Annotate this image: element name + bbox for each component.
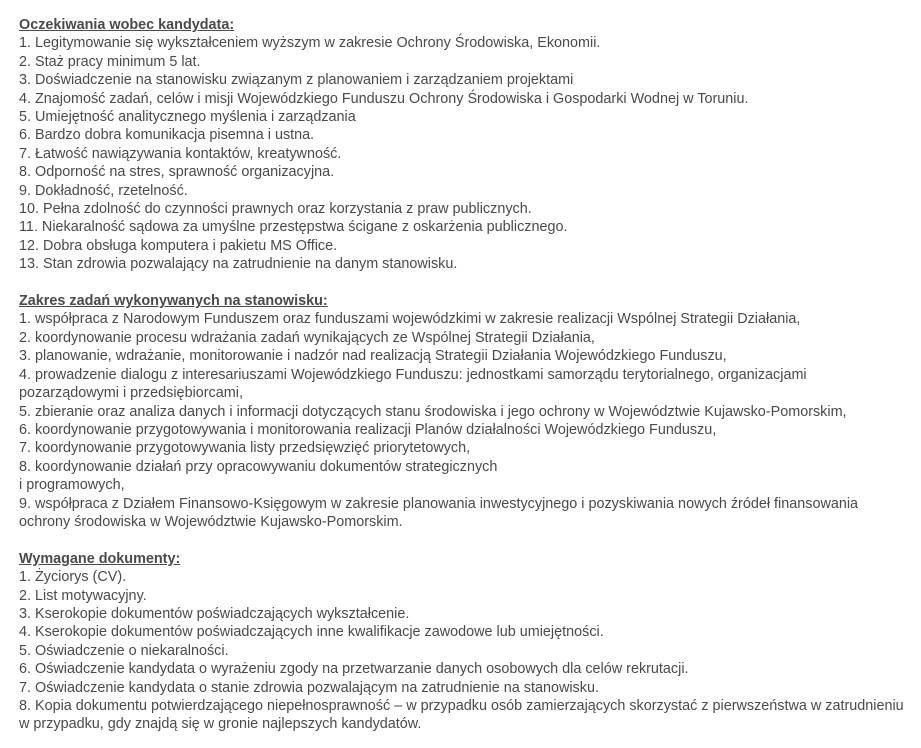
list-item: 6. Oświadczenie kandydata o wyrażeniu zgody na przetwarzanie danych osobowych dla celów rekrutacji. (19, 661, 689, 678)
list-item: 2. koordynowanie procesu wdrażania zadań wynikających ze Wspólnej Strategii Działania, (19, 329, 595, 346)
list-item: 3. planowanie, wdrażanie, monitorowanie i nadzór nad realizacją Strategii Działania Wojewódzkiego Funduszu, (19, 348, 727, 365)
list-item: 4. Kserokopie dokumentów poświadczających inne kwalifikacje zawodowe lub umiejętności. (19, 624, 604, 641)
list-item: 8. koordynowanie działań przy opracowywaniu dokumentów strategicznych (19, 458, 498, 475)
section-candidate-expectations (19, 16, 909, 274)
list-item: 7. Łatwość nawiązywania kontaktów, kreatywność. (19, 145, 342, 162)
list-item: 8. Kopia dokumentu potwierdzającego niepełnosprawność – w przypadku osób zamierzających skorzystać z pierwszeństwa w zatrudnieniu w przypadku, gdy znajdą się w gronie najlepszych kandydatów. (19, 698, 904, 733)
list-item: 5. zbieranie oraz analiza danych i informacji dotyczących stanu środowiska i jego ochrony w Województwie Kujawsko-Pomorskim, (19, 403, 847, 420)
list-item: 9. Dokładność, rzetelność. (19, 182, 188, 199)
section-job-duties (19, 292, 909, 531)
list-item: 1. Życiorys (CV). (19, 569, 127, 586)
list-item: 1. Legitymowanie się wykształceniem wyższym w zakresie Ochrony Środowiska, Ekonomii. (19, 35, 601, 52)
list-item: 1. współpraca z Narodowym Funduszem oraz funduszami wojewódzkimi w zakresie realizacji Wspólnej Strategii Działania, (19, 311, 801, 328)
list-item: 12. Dobra obsługa komputera i pakietu MS Office. (19, 237, 338, 254)
list-item: 4. prowadzenie dialogu z interesariuszami Wojewódzkiego Funduszu: jednostkami samorządu terytorialnego, organizacjami pozarządowymi i przedsiębiorcami, (19, 366, 807, 402)
list-item: 5. Umiejętność analitycznego myślenia i zarządzania (19, 109, 356, 126)
section-required-documents (19, 550, 909, 734)
section-heading: Zakres zadań wykonywanych na stanowisku: (19, 293, 328, 310)
list-item: 2. Staż pracy minimum 5 lat. (19, 53, 201, 70)
list-item: 5. Oświadczenie o niekaralności. (19, 642, 229, 659)
list-item: 4. Znajomość zadań, celów i misji Wojewódzkiego Funduszu Ochrony Środowiska i Gospodarki Wodnej w Toruniu. (19, 90, 749, 107)
list-item: 2. List motywacyjny. (19, 587, 147, 604)
list-item: 13. Stan zdrowia pozwalający na zatrudnienie na danym stanowisku. (19, 256, 458, 273)
list-item: 11. Niekaralność sądowa za umyślne przestępstwa ścigane z oskarżenia publicznego. (19, 219, 568, 236)
list-item: 9. współpraca z Działem Finansowo-Księgowym w zakresie planowania inwestycyjnego i pozyskiwania nowych źródeł finansowania ochrony środowiska w Województwie Kujawsko-Pomorskim. (19, 495, 859, 530)
job-requirements-document (19, 16, 909, 734)
list-item: 6. koordynowanie przygotowywania i monitorowania realizacji Planów działalności Wojewódzkiego Funduszu, (19, 421, 717, 438)
list-item: 3. Kserokopie dokumentów poświadczających wykształcenie. (19, 605, 410, 622)
list-item: 10. Pełna zdolność do czynności prawnych oraz korzystania z praw publicznych. (19, 201, 532, 218)
list-item: 8. Odporność na stres, sprawność organizacyjna. (19, 164, 335, 181)
list-item: 6. Bardzo dobra komunikacja pisemna i ustna. (19, 127, 315, 144)
section-heading: Wymagane dokumenty: (19, 550, 181, 567)
list-item: 7. koordynowanie przygotowywania listy przedsięwzięć priorytetowych, (19, 440, 471, 457)
list-item: 3. Doświadczenie na stanowisku związanym z planowaniem i zarządzaniem projektami (19, 72, 574, 89)
list-item: 7. Oświadczenie kandydata o stanie zdrowia pozwalającym na zatrudnienie na stanowisku. (19, 679, 599, 696)
list-item: i programowych, (19, 477, 125, 494)
section-heading: Oczekiwania wobec kandydata: (19, 17, 235, 33)
